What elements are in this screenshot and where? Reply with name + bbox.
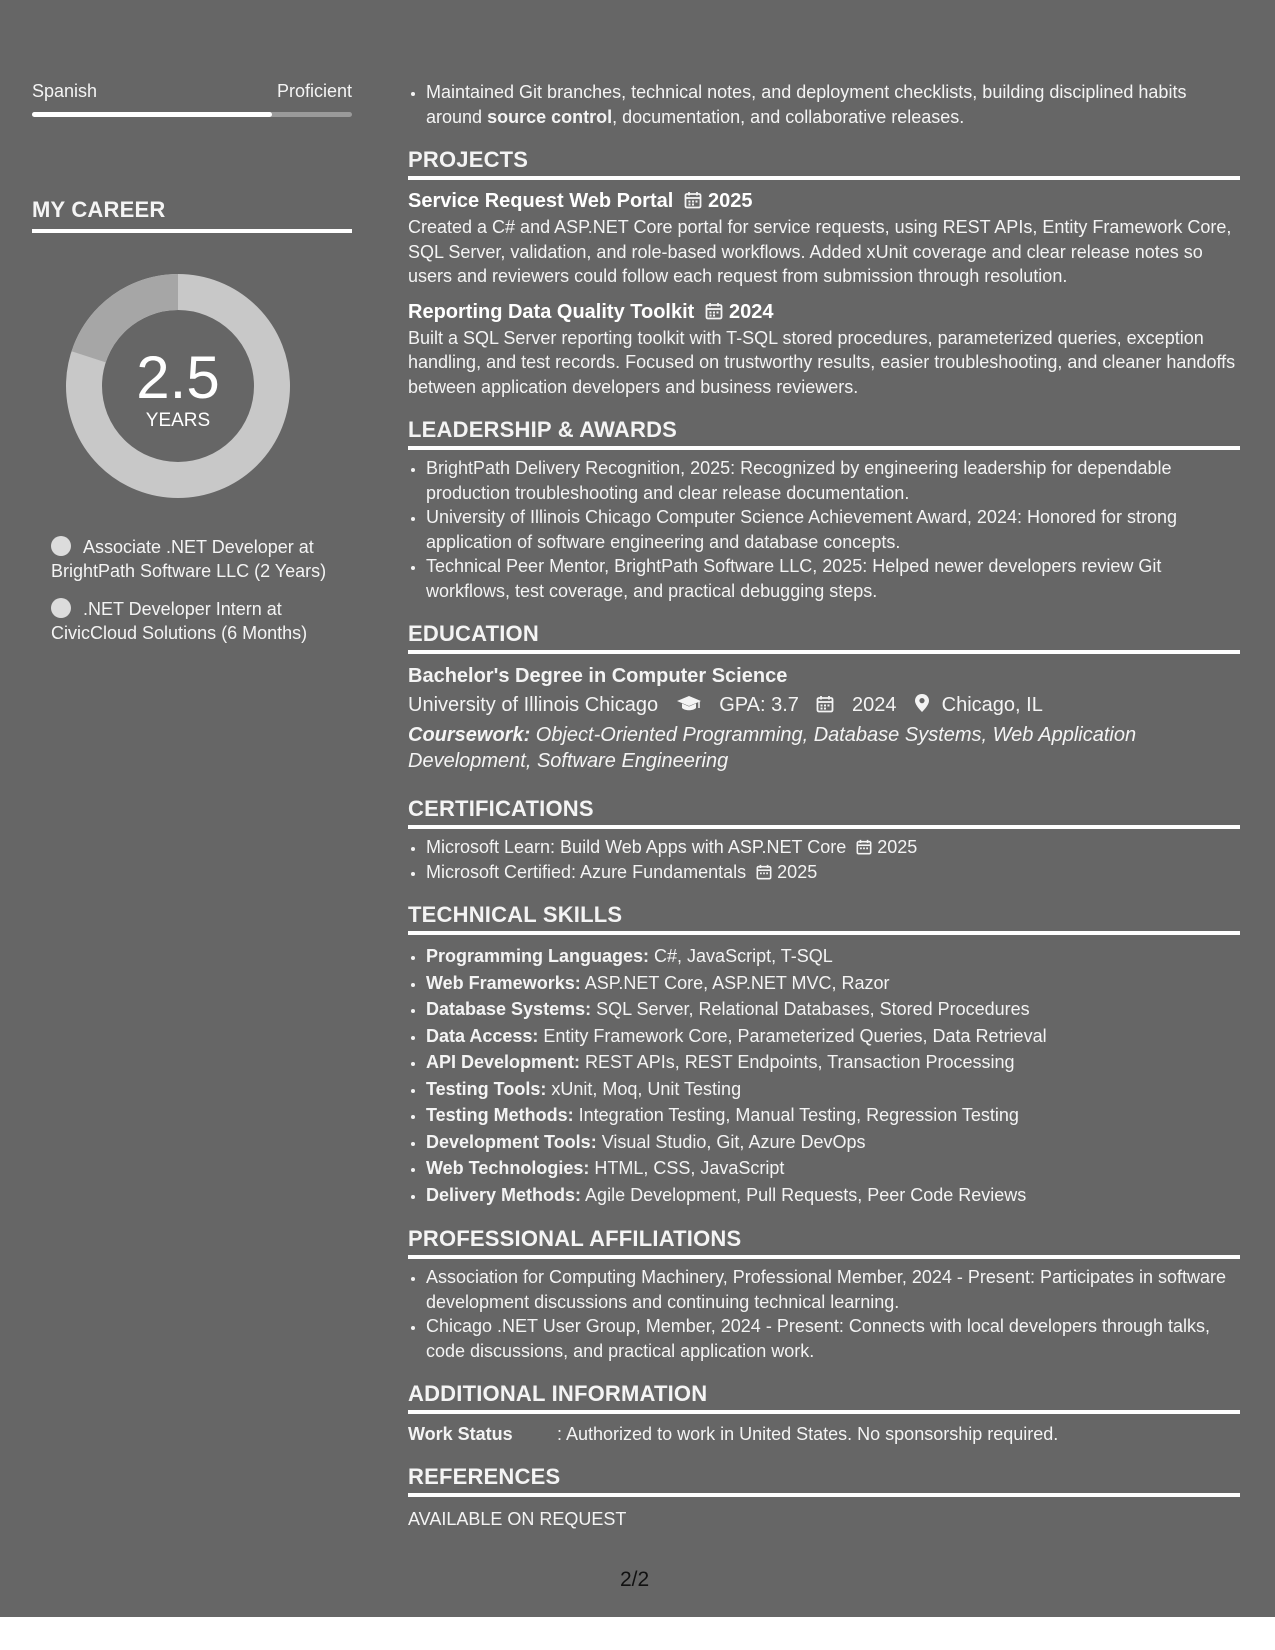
skill-item: • Web Technologies: HTML, CSS, JavaScript <box>426 1155 1240 1182</box>
main-content <box>408 80 1240 1530</box>
skill-item: • Programming Languages: C#, JavaScript, T-SQL <box>426 943 1240 970</box>
list-item: • Microsoft Learn: Build Web Apps with ASP.NET Core 2025 <box>426 835 1240 860</box>
list-item: • BrightPath Delivery Recognition, 2025: Recognized by engineering leadership for dependable production troubleshooting and clear release documentation. <box>426 456 1240 505</box>
skill-item: • Web Frameworks: ASP.NET Core, ASP.NET MVC, Razor <box>426 970 1240 997</box>
project-year: 2024 <box>729 300 774 323</box>
experience-bullet: • Maintained Git branches, technical notes, and deployment checklists, building disciplined habits around source control, documentation, and collaborative releases. <box>426 80 1240 129</box>
skill-item: • Data Access: Entity Framework Core, Parameterized Queries, Data Retrieval <box>426 1023 1240 1050</box>
skill-item: • Testing Methods: Integration Testing, Manual Testing, Regression Testing <box>426 1102 1240 1129</box>
education-location: Chicago, IL <box>941 694 1043 716</box>
affiliations-list <box>408 1265 1240 1363</box>
certifications-list <box>408 835 1240 884</box>
work-status-value: : Authorized to work in United States. No sponsorship required. <box>557 1424 1059 1444</box>
certifications-title: CERTIFICATIONS <box>408 796 1240 829</box>
project-description: Built a SQL Server reporting toolkit with T-SQL stored procedures, parameterized queries, exception handling, and test records. Focused on trustworthy results, easier troubleshooting, and cleaner handoffs between application developers and business reviewers. <box>408 327 1236 397</box>
list-item: • Chicago .NET User Group, Member, 2024 - Present: Connects with local developers through talks, code discussions, and practical application work. <box>426 1314 1240 1363</box>
calendar-icon <box>684 191 702 209</box>
skill-item: • Delivery Methods: Agile Development, Pull Requests, Peer Code Reviews <box>426 1182 1240 1209</box>
work-status-label: Work Status <box>408 1424 513 1444</box>
calendar-icon <box>816 695 834 713</box>
project-year: 2025 <box>707 190 753 212</box>
graduation-cap-icon <box>676 695 702 713</box>
project-heading <box>408 188 1240 215</box>
references-title: REFERENCES <box>408 1464 1240 1497</box>
list-item: • University of Illinois Chicago Computer Science Achievement Award, 2024: Honored for strong application of software engineering and database concepts. <box>426 505 1240 554</box>
list-item: • Microsoft Certified: Azure Fundamentals 2025 <box>426 860 1240 885</box>
language-level: Proficient <box>276 81 352 101</box>
education-gpa: GPA: 3.7 <box>719 694 799 716</box>
experience-tail-list <box>408 80 1240 129</box>
bullet-dot-icon <box>51 598 71 618</box>
language-row <box>32 80 352 102</box>
skills-title: TECHNICAL SKILLS <box>408 902 1240 935</box>
education-year: 2024 <box>852 694 897 716</box>
list-item: • Technical Peer Mentor, BrightPath Software LLC, 2025: Helped newer developers review Git workflows, test coverage, and practical debugging steps. <box>426 554 1240 603</box>
education-details <box>408 690 1240 720</box>
skill-item: • Database Systems: SQL Server, Relational Databases, Stored Procedures <box>426 996 1240 1023</box>
map-pin-icon <box>914 693 930 713</box>
additional-title: ADDITIONAL INFORMATION <box>408 1381 1240 1414</box>
career-years-value: 2.5 <box>136 344 220 411</box>
leadership-title: LEADERSHIP & AWARDS <box>408 417 1240 450</box>
career-item <box>51 597 351 645</box>
calendar-icon <box>705 302 723 320</box>
career-item <box>51 535 351 583</box>
calendar-icon <box>856 839 872 855</box>
list-item: • Association for Computing Machinery, Professional Member, 2024 - Present: Participates in software development discussions and continuing technical learning. <box>426 1265 1240 1314</box>
language-name: Spanish <box>32 81 98 101</box>
work-status-row <box>408 1422 1240 1446</box>
projects-title: PROJECTS <box>408 147 1240 180</box>
project-name: Reporting Data Quality Toolkit <box>408 300 695 323</box>
skill-item: • Testing Tools: xUnit, Moq, Unit Testing <box>426 1076 1240 1103</box>
education-degree: Bachelor's Degree in Computer Science <box>408 665 788 687</box>
sidebar <box>32 80 352 643</box>
leadership-list <box>408 456 1240 603</box>
skills-list <box>408 943 1240 1208</box>
skill-item: • API Development: REST APIs, REST Endpoints, Transaction Processing <box>426 1049 1240 1076</box>
career-item-text: .NET Developer Intern at CivicCloud Solutions (6 Months) <box>51 599 308 643</box>
career-item-text: Associate .NET Developer at BrightPath Software LLC (2 Years) <box>51 537 327 581</box>
calendar-icon <box>756 864 772 880</box>
career-list <box>51 535 351 659</box>
skill-item: • Development Tools: Visual Studio, Git, Azure DevOps <box>426 1129 1240 1156</box>
references-text: AVAILABLE ON REQUEST <box>408 1509 627 1529</box>
project-description: Created a C# and ASP.NET Core portal for service requests, using REST APIs, Entity Framework Core, SQL Server, validation, and role-based workflows. Added xUnit coverage and clear release notes so users and reviewers could follow each request from submission through resolution. <box>408 217 1232 286</box>
bullet-dot-icon <box>51 536 71 556</box>
project-heading <box>408 299 1240 326</box>
career-section-title: MY CAREER <box>32 197 352 233</box>
project-name: Service Request Web Portal <box>408 190 674 212</box>
language-proficiency-bar <box>32 112 352 117</box>
education-coursework: Coursework: Object-Oriented Programming, Database Systems, Web Application Development, Software Engineering <box>408 724 1137 772</box>
career-years-unit: YEARS <box>145 410 211 431</box>
page-indicator: 2/2 <box>620 1568 650 1591</box>
education-school: University of Illinois Chicago <box>408 694 659 716</box>
affiliations-title: PROFESSIONAL AFFILIATIONS <box>408 1226 1240 1259</box>
education-title: EDUCATION <box>408 621 1240 654</box>
language-proficiency-fill <box>32 112 272 117</box>
